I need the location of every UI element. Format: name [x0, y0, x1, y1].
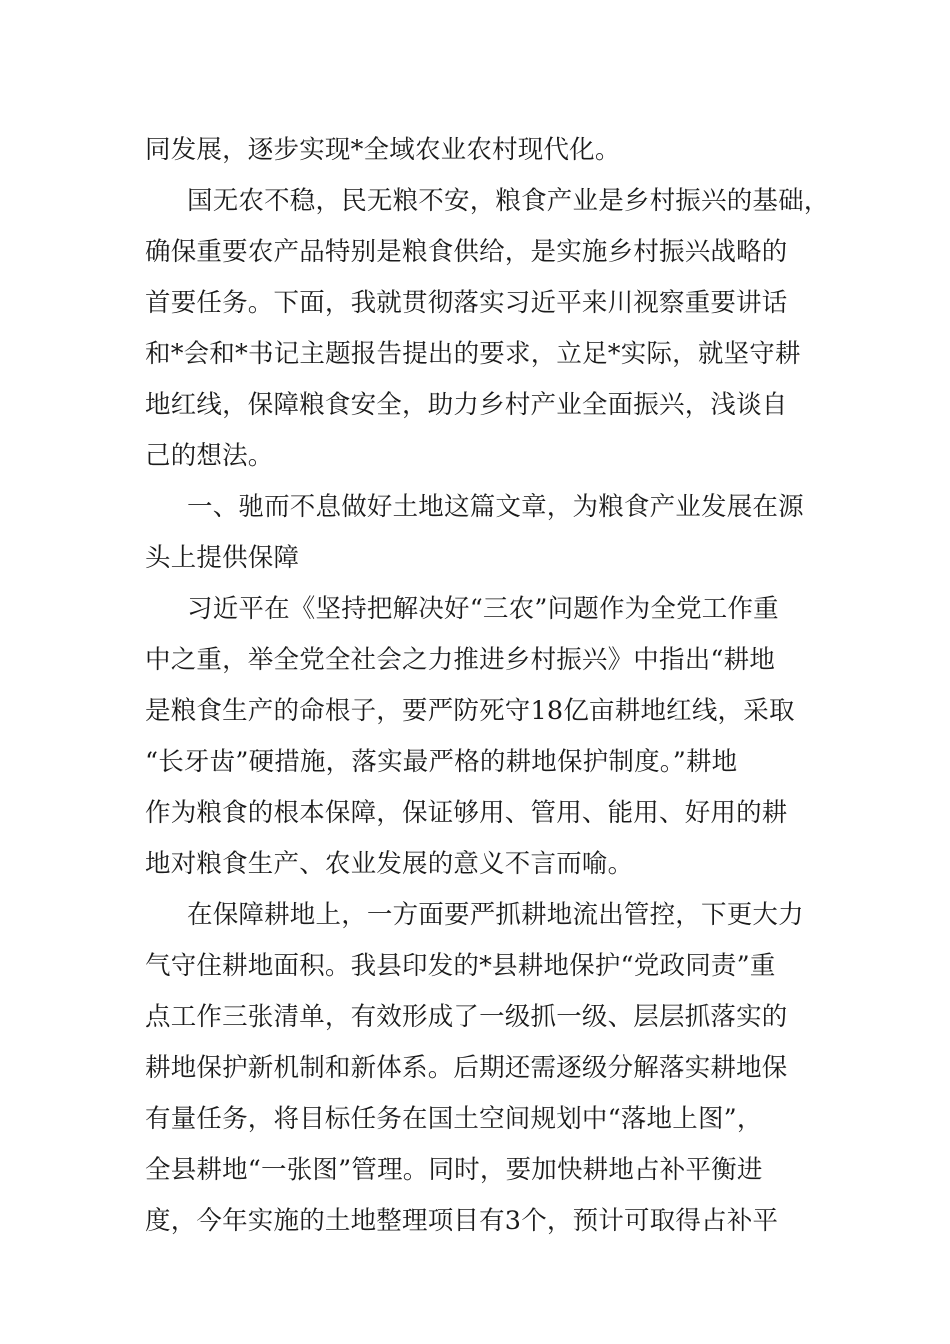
paragraph-first-line: 习近平在《坚持把解决好“三农”问题作为全党工作重 [187, 594, 779, 624]
text-line: 度，今年实施的土地整理项目有3个，预计可取得占补平 [145, 1206, 779, 1236]
text-line: “长牙齿”硬措施，落实最严格的耕地保护制度。”耕地 [145, 747, 738, 777]
section-heading-continued: 头上提供保障 [145, 543, 300, 573]
text-line: 是粮食生产的命根子，要严防死守18亿亩耕地红线，采取 [145, 696, 795, 726]
text-line: 中之重，举全党全社会之力推进乡村振兴》中指出“耕地 [145, 645, 776, 675]
paragraph-first-line: 在保障耕地上，一方面要严抓耕地流出管控，下更大力 [187, 900, 804, 930]
text-line: 有量任务，将目标任务在国土空间规划中“落地上图”， [145, 1104, 763, 1134]
text-line: 全县耕地“一张图”管理。同时，要加快耕地占补平衡进 [145, 1155, 763, 1185]
text-line: 确保重要农产品特别是粮食供给，是实施乡村振兴战略的 [145, 237, 788, 267]
text-line: 首要任务。下面，我就贯彻落实习近平来川视察重要讲话 [145, 288, 788, 318]
text-line: 地红线，保障粮食安全，助力乡村产业全面振兴，浅谈自 [145, 390, 788, 420]
body-text [145, 125, 830, 1247]
text-line: 点工作三张清单，有效形成了一级抓一级、层层抓落实的 [145, 1002, 788, 1032]
text-line: 地对粮食生产、农业发展的意义不言而喻。 [145, 849, 634, 879]
text-line: 己的想法。 [145, 441, 274, 471]
text-line: 同发展，逐步实现*全域农业农村现代化。 [145, 135, 621, 165]
text-line: 耕地保护新机制和新体系。后期还需逐级分解落实耕地保 [145, 1053, 788, 1083]
section-heading: 一、驰而不息做好土地这篇文章，为粮食产业发展在源 [187, 492, 804, 522]
paragraph-first-line: 国无农不稳，民无粮不安，粮食产业是乡村振兴的基础， [187, 186, 830, 216]
text-line: 气守住耕地面积。我县印发的*县耕地保护“党政同责”重 [145, 951, 776, 981]
text-line: 作为粮食的根本保障，保证够用、管用、能用、好用的耕 [145, 798, 788, 828]
text-line: 和*会和*书记主题报告提出的要求，立足*实际，就坚守耕 [145, 339, 801, 369]
